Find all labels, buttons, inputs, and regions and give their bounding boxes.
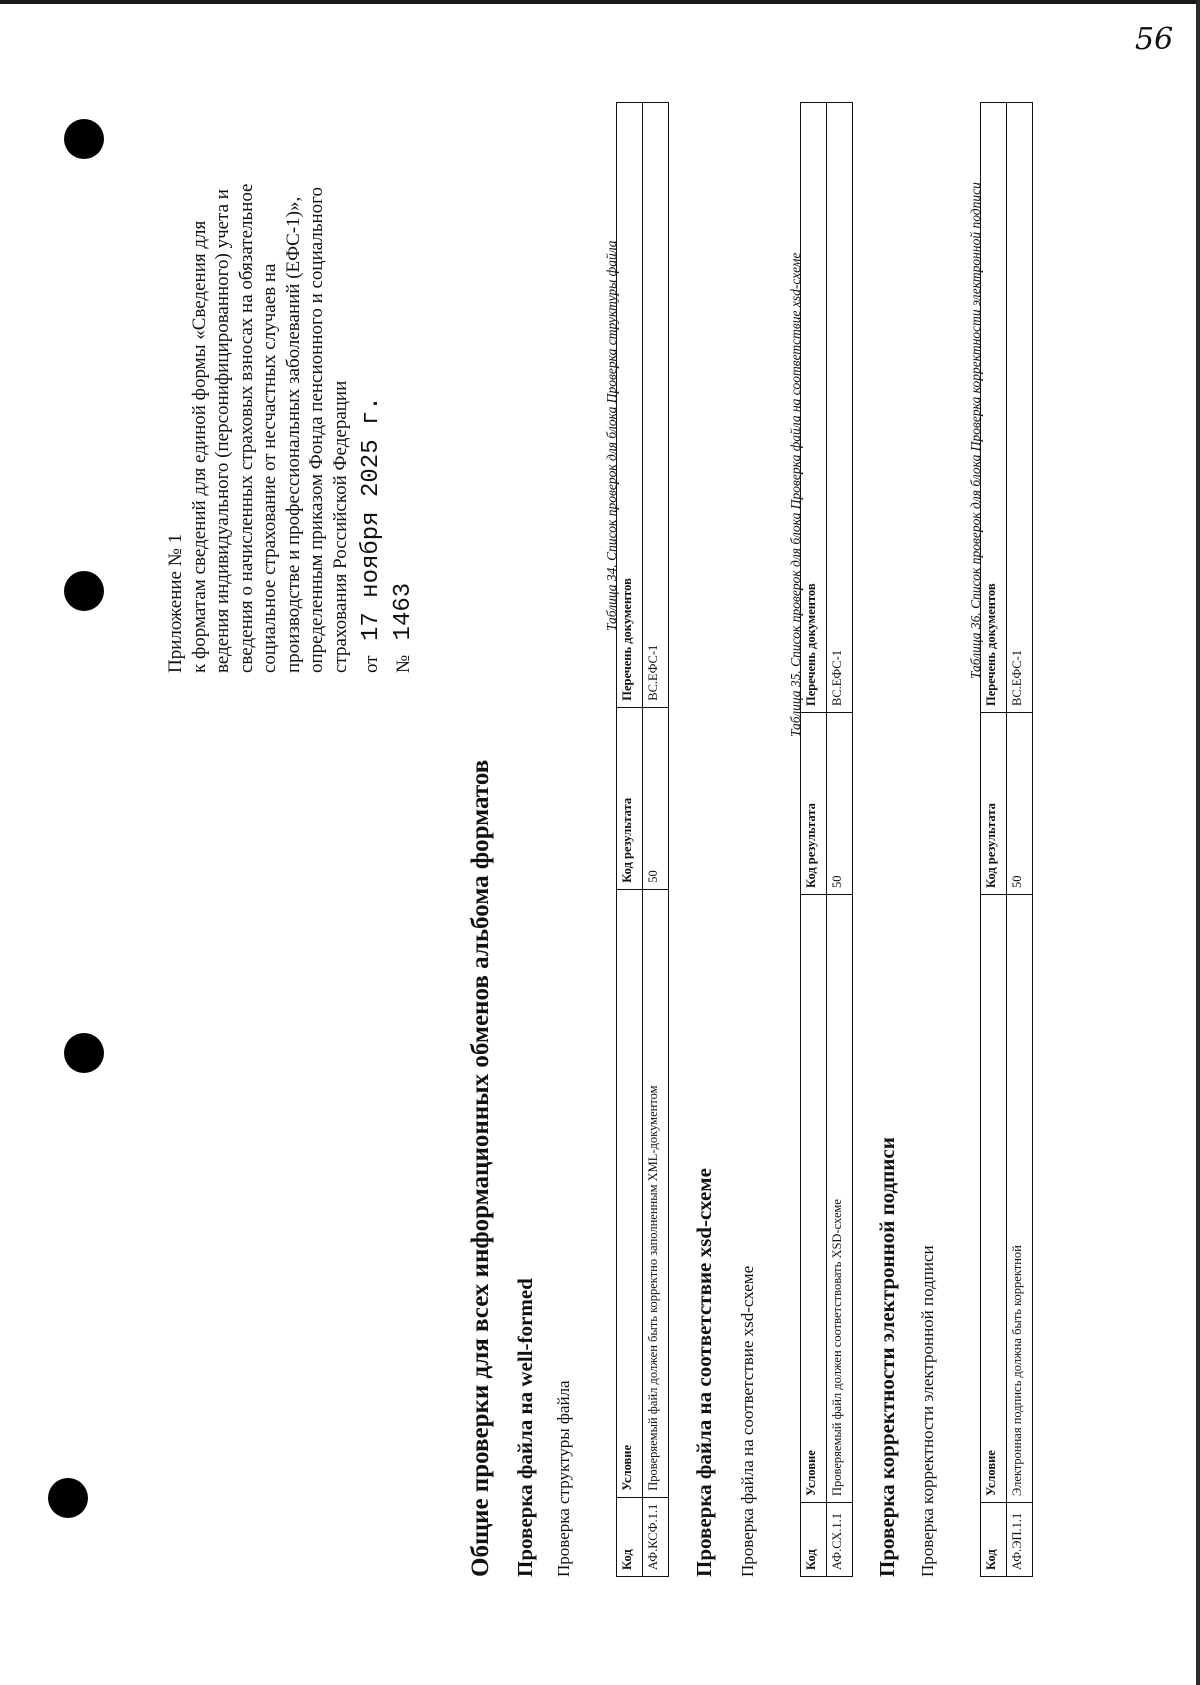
section-subtitle: Проверка файла на соответствие xsd-схеме [738,1265,757,1577]
appendix-date [360,93,384,673]
table-header-row [981,103,1007,1577]
table-caption: Таблица 34. Список проверок для блока Проверка структуры файла [604,240,619,631]
cell-documents: ВС.ЕФС-1 [1007,103,1033,713]
col-condition-header: Условие [617,889,643,1497]
section-subtitle: Проверка структуры файла [554,1380,573,1577]
cell-condition: Проверяемый файл должен быть корректно заполненным XML-документом [643,889,669,1497]
appendix-line: социальное страхование от несчастных случаев на [259,263,280,673]
section-subtitle: Проверка корректности электронной подписи [918,1245,937,1577]
cell-code: АФ.КСФ.1.1 [643,1497,669,1576]
page-number: 56 [1135,22,1174,57]
main-title: Общие проверки для всех информационных обменов альбома форматов [467,759,494,1577]
section-title: Проверка файла на well-formed [513,1278,537,1577]
col-documents-header: Перечень документов [617,103,643,708]
number-value: 1463 [389,582,417,641]
col-documents-header: Перечень документов [801,103,827,713]
cell-condition: Проверяемый файл должен соответствовать XSD-схеме [827,895,853,1503]
col-result-code-header: Код результата [981,713,1007,895]
col-code-header: Код [981,1503,1007,1577]
appendix-number [389,93,417,673]
number-prefix: № [392,654,414,673]
col-condition-header: Условие [981,895,1007,1503]
col-result-code-header: Код результата [801,713,827,895]
table-row [643,103,669,1577]
table-row [1007,103,1033,1577]
cell-documents: ВС.ЕФС-1 [643,103,669,708]
cell-documents: ВС.ЕФС-1 [827,103,853,713]
appendix-line: определенным приказом Фонда пенсионного и социального [306,187,327,673]
cell-result-code: 50 [827,713,853,895]
col-code-header: Код [801,1503,827,1577]
table-row [827,103,853,1577]
appendix-line: к форматам сведений для единой формы «Сведения для [188,220,210,673]
cell-result-code: 50 [1007,713,1033,895]
cell-code: АФ.ЭП.1.1 [1007,1503,1033,1577]
cell-code: АФ.СХ.1.1 [827,1503,853,1577]
appendix-line: ведения индивидуального (персонифицированного) учета и [212,189,233,673]
appendix-line: сведения о начисленных страховых взносах на обязательное [235,183,257,673]
col-result-code-header: Код результата [617,707,643,889]
table-header-row [617,103,643,1577]
appendix-block [164,93,415,673]
col-documents-header: Перечень документов [981,103,1007,713]
appendix-line: страхования Российской Федерации [329,380,351,673]
checks-table [800,102,853,1577]
appendix-line: производстве и профессиональных заболеваний (ЕФС-1)», [282,196,304,673]
section-title: Проверка корректности электронной подписи [875,1137,899,1577]
table-caption: Таблица 35. Список проверок для блока Проверка файла на соответствие xsd-схеме [788,252,803,737]
cell-condition: Электронная подпись должна быть корректной [1007,895,1033,1503]
cell-result-code: 50 [643,707,669,889]
date-prefix: от [361,655,382,673]
table-caption: Таблица 36. Список проверок для блока Проверка корректности электронной подписи [968,182,983,679]
appendix-title: Приложение № 1 [165,533,186,673]
col-code-header: Код [617,1497,643,1576]
section-title: Проверка файла на соответствие xsd-схеме [692,1168,716,1577]
checks-table [616,102,669,1577]
checks-table [980,102,1033,1577]
table-header-row [801,103,827,1577]
date-value: 17 ноября 2025 г. [358,396,385,642]
col-condition-header: Условие [801,895,827,1503]
